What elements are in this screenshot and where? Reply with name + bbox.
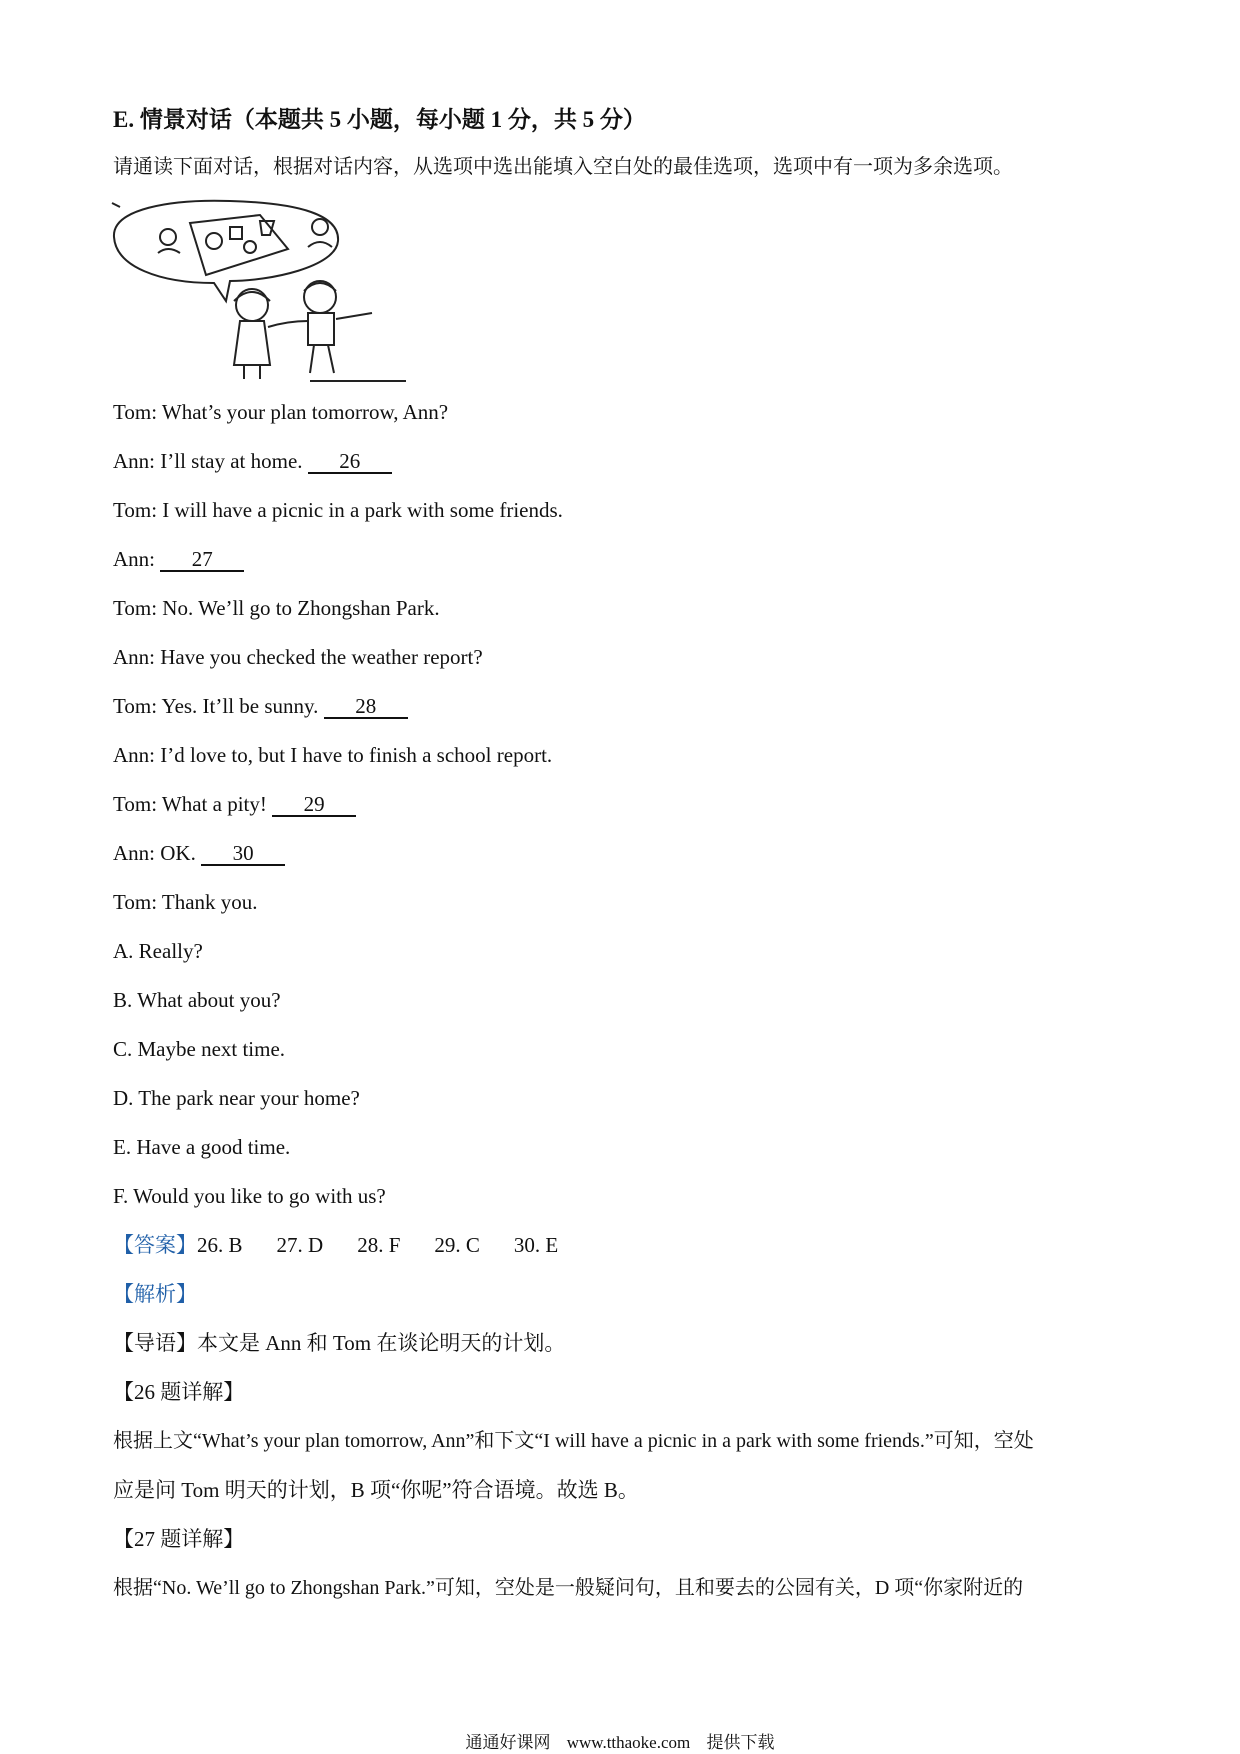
answer-label: 【答案】: [113, 1233, 197, 1257]
q26-explanation-line-1: 根据上文“What’s your plan tomorrow, Ann”和下文“I will have a picnic in a park with some friends.”可知，空处: [113, 1430, 1034, 1452]
section-instruction: 请通读下面对话，根据对话内容，从选项中选出能填入空白处的最佳选项，选项中有一项为多余选项。: [113, 154, 1013, 178]
option-f: F. Would you like to go with us?: [113, 1184, 386, 1208]
option-e: E. Have a good time.: [113, 1135, 291, 1159]
q26-explanation-line-2: 应是问 Tom 明天的计划，B 项“你呢”符合语境。故选 B。: [113, 1478, 639, 1502]
dialogue-line-2: Ann: I’ll stay at home. 26: [113, 447, 392, 475]
option-a: A. Really?: [113, 939, 203, 963]
analysis-label: 【解析】: [113, 1282, 197, 1306]
answer-item: 26. B: [197, 1233, 243, 1257]
dialogue-line-9: Tom: What a pity! 29: [113, 790, 356, 818]
q27-heading: 【27 题详解】: [113, 1527, 245, 1551]
section-title: E. 情景对话（本题共 5 小题，每小题 1 分，共 5 分）: [113, 107, 646, 132]
dialogue-line-1: Tom: What’s your plan tomorrow, Ann?: [113, 400, 449, 424]
page-footer: [0, 1728, 1240, 1753]
blank-30[interactable]: 30: [201, 842, 285, 866]
picnic-illustration: [110, 197, 410, 383]
q26-heading: 【26 题详解】: [113, 1380, 245, 1404]
dialogue-line-8: Ann: I’d love to, but I have to finish a school report.: [113, 743, 553, 767]
dialogue-line-3: Tom: I will have a picnic in a park with some friends.: [113, 498, 563, 522]
answer-item: 27. D: [276, 1233, 324, 1257]
blank-28[interactable]: 28: [324, 695, 408, 719]
dialogue-line-5: Tom: No. We’ll go to Zhongshan Park.: [113, 596, 440, 620]
footer-site: 通通好课网: [465, 1733, 551, 1752]
answer-line: [113, 1231, 592, 1259]
q27-explanation-line-1: 根据“No. We’ll go to Zhongshan Park.”可知，空处是一般疑问句，且和要去的公园有关，D 项“你家附近的: [113, 1577, 1024, 1599]
option-b: B. What about you?: [113, 988, 281, 1012]
footer-note: 提供下载: [706, 1733, 775, 1752]
answer-item: 30. E: [513, 1233, 559, 1257]
answer-item: 29. C: [434, 1233, 480, 1257]
dialogue-line-10: Ann: OK. 30: [113, 839, 285, 867]
dialogue-line-11: Tom: Thank you.: [113, 890, 258, 914]
dialogue-line-4: Ann: 27: [113, 545, 244, 573]
blank-29[interactable]: 29: [272, 793, 356, 817]
blank-27[interactable]: 27: [160, 548, 244, 572]
blank-26[interactable]: 26: [308, 450, 392, 474]
answer-item: 28. F: [357, 1233, 401, 1257]
option-c: C. Maybe next time.: [113, 1037, 286, 1061]
dialogue-line-7: Tom: Yes. It’ll be sunny. 28: [113, 692, 408, 720]
option-d: D. The park near your home?: [113, 1086, 360, 1110]
footer-url[interactable]: www.tthaoke.com: [566, 1733, 691, 1752]
dialogue-line-6: Ann: Have you checked the weather report?: [113, 645, 483, 669]
intro-text: 【导语】本文是 Ann 和 Tom 在谈论明天的计划。: [113, 1331, 566, 1355]
